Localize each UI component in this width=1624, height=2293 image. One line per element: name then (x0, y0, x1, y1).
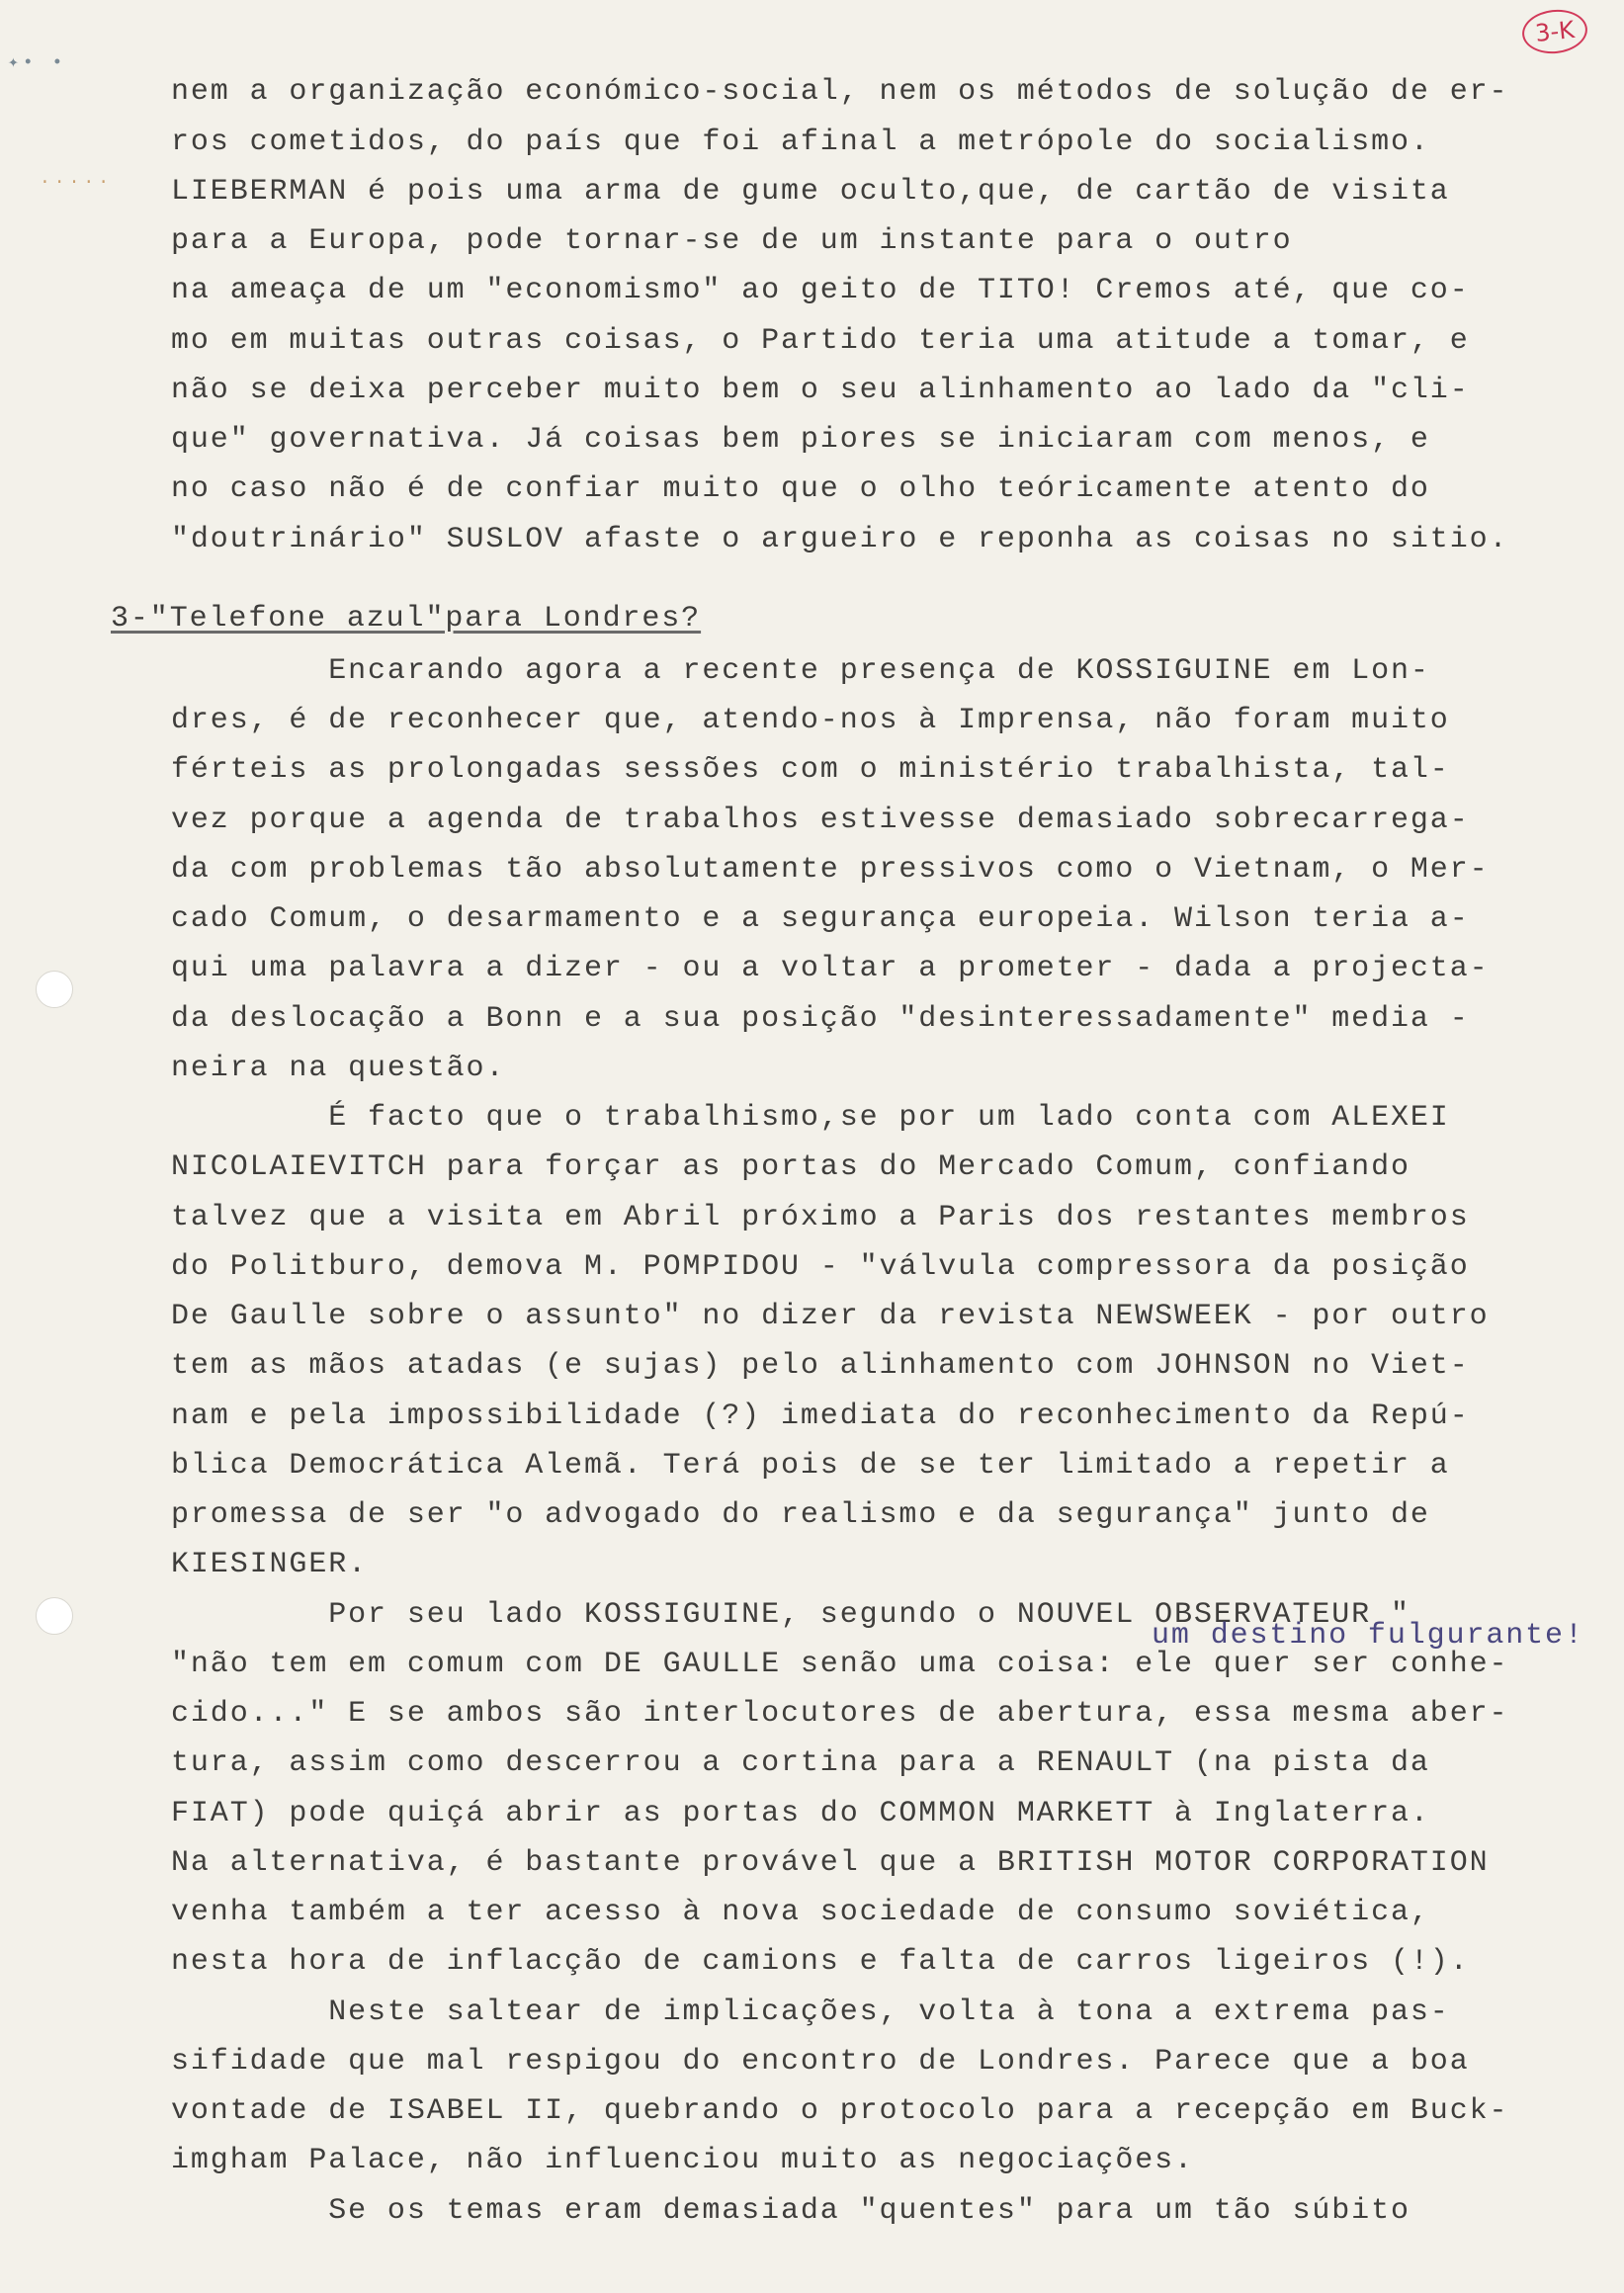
margin-mark-icon: ····· (40, 173, 114, 193)
text-line: para a Europa, pode tornar-se de um instante para o outro (171, 224, 1293, 258)
text-line: mo em muitas outras coisas, o Partido teria uma atitude a tomar, e (171, 324, 1470, 358)
text-line: vontade de ISABEL II, quebrando o protocolo para a recepção em Buck- (171, 2094, 1509, 2128)
text-line: ros cometidos, do país que foi afinal a metrópole do socialismo. (171, 126, 1430, 159)
text-line: Se os temas eram demasiada "quentes" para um tão súbito (171, 2194, 1410, 2228)
text-line: LIEBERMAN é pois uma arma de gume oculto,que, de cartão de visita (171, 175, 1450, 209)
text-line: imgham Palace, não influenciou muito as negociações. (171, 2144, 1194, 2177)
text-line: que" governativa. Já coisas bem piores se iniciaram com menos, e (171, 423, 1430, 457)
punch-hole (36, 1597, 73, 1635)
text-line: De Gaulle sobre o assunto" no dizer da revista NEWSWEEK - por outro (171, 1300, 1490, 1333)
text-line: NICOLAIEVITCH para forçar as portas do Mercado Comum, confiando (171, 1150, 1410, 1184)
text-line: "não tem em comum com DE GAULLE senão uma coisa: ele quer ser conhe- (171, 1648, 1509, 1681)
text-line: na ameaça de um "economismo" ao geito de TITO! Cremos até, que co- (171, 274, 1470, 307)
text-line: tura, assim como descerrou a cortina para a RENAULT (na pista da (171, 1746, 1430, 1780)
text-line: talvez que a visita em Abril próximo a Paris dos restantes membros (171, 1201, 1470, 1234)
text-line: qui uma palavra a dizer - ou a voltar a prometer - dada a projecta- (171, 952, 1490, 985)
text-line: Por seu lado KOSSIGUINE, segundo o NOUVEL OBSERVATEUR " (171, 1598, 1410, 1632)
text-line: venha também a ter acesso à nova sociedade de consumo soviética, (171, 1896, 1430, 1929)
text-line: vez porque a agenda de trabalhos estivesse demasiado sobrecarrega- (171, 804, 1470, 837)
text-line: KIESINGER. (171, 1548, 369, 1581)
text-line: cido..." E se ambos são interlocutores de abertura, essa mesma aber- (171, 1697, 1509, 1731)
text-line: promessa de ser "o advogado do realismo e da segurança" junto de (171, 1498, 1430, 1532)
text-line: cado Comum, o desarmamento e a segurança europeia. Wilson teria a- (171, 902, 1470, 936)
margin-mark-icon: ✦• • (8, 53, 67, 73)
text-line: do Politburo, demova M. POMPIDOU - "válvula compressora da posição (171, 1250, 1470, 1284)
text-line: tem as mãos atadas (e sujas) pelo alinhamento com JOHNSON no Viet- (171, 1349, 1470, 1383)
text-line: férteis as prolongadas sessões com o ministério trabalhista, tal- (171, 753, 1450, 787)
text-line: FIAT) pode quiçá abrir as portas do COMMON MARKETT à Inglaterra. (171, 1797, 1430, 1830)
section-heading: 3-"Telefone azul"para Londres? (111, 602, 702, 636)
punch-hole (36, 971, 73, 1008)
text-line: É facto que o trabalhismo,se por um lado conta com ALEXEI (171, 1101, 1450, 1135)
text-line: Encarando agora a recente presença de KOSSIGUINE em Lon- (171, 654, 1430, 688)
text-line: sifidade que mal respigou do encontro de Londres. Parece que a boa (171, 2045, 1470, 2079)
text-line: não se deixa perceber muito bem o seu alinhamento ao lado da "cli- (171, 374, 1470, 407)
page-number-marker: 3-K (1520, 7, 1589, 57)
text-line: no caso não é de confiar muito que o olho teóricamente atento do (171, 472, 1430, 506)
text-line: nesta hora de inflacção de camions e falta de carros ligeiros (!). (171, 1945, 1470, 1979)
text-line: "doutrinário" SUSLOV afaste o argueiro e reponha as coisas no sitio. (171, 523, 1509, 556)
text-line: da deslocação a Bonn e a sua posição "desinteressadamente" media - (171, 1002, 1470, 1036)
text-line: dres, é de reconhecer que, atendo-nos à Imprensa, não foram muito (171, 704, 1450, 737)
handwritten-annotation: um destino fulgurante! (1152, 1619, 1584, 1653)
text-line: Na alternativa, é bastante provável que a BRITISH MOTOR CORPORATION (171, 1846, 1490, 1880)
text-line: da com problemas tão absolutamente pressivos como o Vietnam, o Mer- (171, 853, 1490, 887)
text-line: Neste saltear de implicações, volta à tona a extrema pas- (171, 1996, 1450, 2029)
text-line: blica Democrática Alemã. Terá pois de se ter limitado a repetir a (171, 1449, 1450, 1483)
text-line: nem a organização económico-social, nem os métodos de solução de er- (171, 75, 1509, 109)
text-line: neira na questão. (171, 1052, 506, 1085)
text-line: nam e pela impossibilidade (?) imediata do reconhecimento da Repú- (171, 1400, 1470, 1433)
